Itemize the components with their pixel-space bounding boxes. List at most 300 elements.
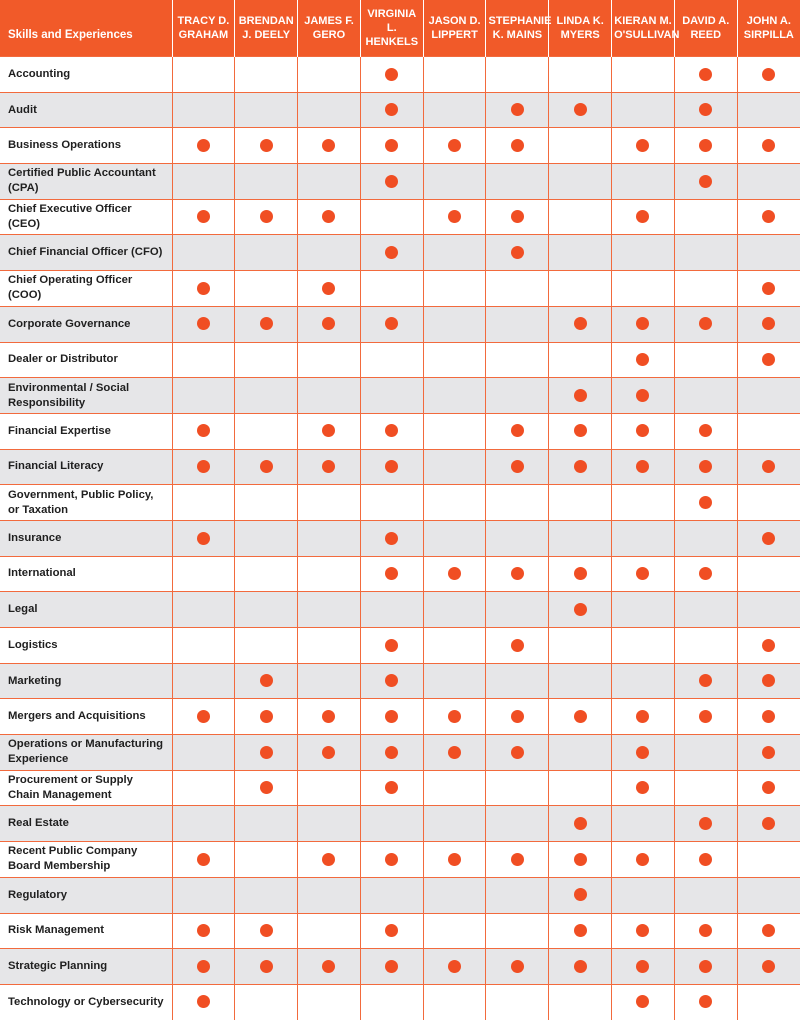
skill-cell (235, 92, 298, 128)
skill-dot-icon (385, 532, 398, 545)
skill-cell (612, 485, 675, 521)
skill-dot-icon (197, 282, 210, 295)
skill-dot-icon (260, 924, 273, 937)
skill-dot-icon (322, 139, 335, 152)
skill-cell (235, 164, 298, 200)
skill-row (0, 842, 800, 878)
skill-dot-icon (197, 460, 210, 473)
skill-dot-icon (511, 710, 524, 723)
skill-cell (737, 806, 800, 842)
skill-dot-icon (260, 210, 273, 223)
skill-cell (298, 520, 361, 556)
skill-cell (549, 984, 612, 1019)
skill-cell (423, 342, 486, 378)
skill-cell (612, 128, 675, 164)
skill-cell (737, 949, 800, 985)
skill-cell (423, 378, 486, 414)
skill-cell (612, 449, 675, 485)
skill-cell (235, 57, 298, 93)
skill-cell (423, 770, 486, 806)
skill-cell (486, 628, 549, 664)
skill-cell (674, 735, 737, 771)
skill-cell (674, 770, 737, 806)
skill-label: Accounting (0, 57, 172, 93)
skill-row (0, 306, 800, 342)
skill-label: Real Estate (0, 806, 172, 842)
skill-dot-icon (762, 746, 775, 759)
skill-cell (360, 735, 423, 771)
skill-cell (549, 699, 612, 735)
skill-cell (172, 57, 235, 93)
skill-label: Insurance (0, 520, 172, 556)
skill-dot-icon (385, 710, 398, 723)
skill-label: Strategic Planning (0, 949, 172, 985)
skill-cell (172, 378, 235, 414)
skill-cell (235, 984, 298, 1019)
skill-cell (235, 806, 298, 842)
skill-cell (423, 92, 486, 128)
skill-cell (235, 413, 298, 449)
director-header: VIRGINIA L. HENKELS (360, 0, 423, 57)
skill-dot-icon (385, 639, 398, 652)
skill-cell (737, 235, 800, 271)
skill-cell (674, 949, 737, 985)
skill-cell (235, 520, 298, 556)
skill-row (0, 913, 800, 949)
skill-cell (360, 699, 423, 735)
skill-cell (612, 592, 675, 628)
skill-dot-icon (448, 210, 461, 223)
skill-cell (549, 770, 612, 806)
director-header: TRACY D. GRAHAM (172, 0, 235, 57)
skill-cell (612, 984, 675, 1019)
skill-cell (674, 199, 737, 235)
skill-dot-icon (699, 817, 712, 830)
skill-cell (549, 735, 612, 771)
skill-cell (360, 592, 423, 628)
skill-dot-icon (699, 674, 712, 687)
skill-row (0, 592, 800, 628)
skill-row (0, 57, 800, 93)
skill-cell (486, 92, 549, 128)
skill-cell (298, 770, 361, 806)
director-header: JAMES F. GERO (298, 0, 361, 57)
skill-cell (298, 877, 361, 913)
skill-cell (172, 735, 235, 771)
skill-cell (549, 520, 612, 556)
skill-cell (612, 413, 675, 449)
skill-cell (549, 164, 612, 200)
skill-dot-icon (574, 103, 587, 116)
skill-cell (360, 378, 423, 414)
skill-label: Recent Public Company Board Membership (0, 842, 172, 878)
skill-cell (172, 877, 235, 913)
skill-dot-icon (322, 424, 335, 437)
skill-row (0, 877, 800, 913)
skill-cell (612, 628, 675, 664)
skill-dot-icon (448, 567, 461, 580)
skill-dot-icon (448, 139, 461, 152)
skill-row (0, 413, 800, 449)
skill-dot-icon (385, 924, 398, 937)
skill-dot-icon (699, 139, 712, 152)
skill-cell (674, 663, 737, 699)
skill-label: Chief Executive Officer (CEO) (0, 199, 172, 235)
skill-label: Environmental / Social Responsibility (0, 378, 172, 414)
skill-dot-icon (636, 317, 649, 330)
skill-cell (172, 271, 235, 307)
skill-cell (298, 378, 361, 414)
skill-cell (674, 57, 737, 93)
skill-dot-icon (636, 853, 649, 866)
skill-dot-icon (385, 103, 398, 116)
skill-cell (549, 57, 612, 93)
skill-dot-icon (699, 710, 712, 723)
skill-cell (423, 271, 486, 307)
skill-cell (486, 913, 549, 949)
skill-dot-icon (385, 317, 398, 330)
skill-cell (737, 913, 800, 949)
skill-cell (674, 520, 737, 556)
skill-cell (486, 306, 549, 342)
skill-dot-icon (699, 496, 712, 509)
skill-cell (612, 378, 675, 414)
skill-cell (235, 378, 298, 414)
skill-dot-icon (385, 460, 398, 473)
skill-cell (486, 770, 549, 806)
skill-dot-icon (699, 175, 712, 188)
skill-cell (674, 913, 737, 949)
skill-dot-icon (762, 210, 775, 223)
skill-cell (737, 520, 800, 556)
skill-cell (298, 984, 361, 1019)
skill-cell (674, 984, 737, 1019)
skill-cell (235, 628, 298, 664)
skill-cell (172, 342, 235, 378)
skill-cell (172, 770, 235, 806)
skill-cell (298, 592, 361, 628)
director-header: STEPHANIE K. MAINS (486, 0, 549, 57)
skill-cell (612, 842, 675, 878)
skill-cell (612, 271, 675, 307)
skill-cell (298, 413, 361, 449)
skill-cell (298, 949, 361, 985)
skill-dot-icon (574, 567, 587, 580)
skill-cell (737, 592, 800, 628)
skill-row (0, 342, 800, 378)
skill-dot-icon (511, 746, 524, 759)
skill-cell (737, 556, 800, 592)
skill-cell (737, 342, 800, 378)
skill-row (0, 806, 800, 842)
skill-dot-icon (636, 924, 649, 937)
skill-cell (298, 663, 361, 699)
skill-dot-icon (197, 139, 210, 152)
skill-dot-icon (260, 460, 273, 473)
skill-dot-icon (385, 567, 398, 580)
skill-cell (172, 949, 235, 985)
skill-cell (549, 806, 612, 842)
skill-cell (235, 306, 298, 342)
skill-cell (674, 449, 737, 485)
skill-label: Risk Management (0, 913, 172, 949)
skill-dot-icon (636, 710, 649, 723)
skill-cell (737, 984, 800, 1019)
skill-label: Regulatory (0, 877, 172, 913)
skill-dot-icon (574, 424, 587, 437)
skill-cell (486, 449, 549, 485)
skill-cell (360, 628, 423, 664)
skill-cell (612, 520, 675, 556)
skill-dot-icon (197, 710, 210, 723)
skill-dot-icon (511, 139, 524, 152)
skill-cell (172, 164, 235, 200)
skill-dot-icon (636, 567, 649, 580)
skill-dot-icon (385, 68, 398, 81)
skill-dot-icon (511, 103, 524, 116)
skill-cell (423, 449, 486, 485)
skill-dot-icon (574, 389, 587, 402)
skill-cell (423, 235, 486, 271)
skill-dot-icon (322, 853, 335, 866)
skill-cell (423, 485, 486, 521)
skill-dot-icon (322, 746, 335, 759)
skill-cell (298, 128, 361, 164)
skill-dot-icon (385, 960, 398, 973)
skill-cell (172, 592, 235, 628)
skill-label: Chief Operating Officer (COO) (0, 271, 172, 307)
skill-cell (486, 235, 549, 271)
skill-cell (674, 92, 737, 128)
skill-dot-icon (197, 210, 210, 223)
skill-cell (674, 592, 737, 628)
skill-dot-icon (511, 567, 524, 580)
skill-row (0, 949, 800, 985)
skill-cell (737, 413, 800, 449)
skill-dot-icon (636, 960, 649, 973)
skill-cell (674, 556, 737, 592)
skill-cell (674, 164, 737, 200)
skill-cell (423, 913, 486, 949)
skill-cell (360, 271, 423, 307)
skill-cell (298, 342, 361, 378)
skill-dot-icon (197, 317, 210, 330)
skill-cell (298, 913, 361, 949)
director-header: LINDA K. MYERS (549, 0, 612, 57)
skill-cell (549, 592, 612, 628)
skill-label: Procurement or Supply Chain Management (0, 770, 172, 806)
skill-cell (235, 235, 298, 271)
skill-row (0, 663, 800, 699)
skill-dot-icon (448, 710, 461, 723)
skill-cell (674, 128, 737, 164)
skill-cell (298, 306, 361, 342)
skill-dot-icon (197, 960, 210, 973)
skill-dot-icon (511, 853, 524, 866)
skill-dot-icon (762, 960, 775, 973)
skill-cell (235, 770, 298, 806)
skill-dot-icon (762, 68, 775, 81)
skill-dot-icon (260, 139, 273, 152)
skill-cell (360, 128, 423, 164)
skill-cell (612, 877, 675, 913)
skill-cell (172, 699, 235, 735)
header-row (0, 0, 800, 57)
skill-dot-icon (574, 710, 587, 723)
skill-row (0, 92, 800, 128)
skill-cell (737, 306, 800, 342)
skill-cell (423, 699, 486, 735)
skill-cell (360, 842, 423, 878)
skill-label: Audit (0, 92, 172, 128)
skill-cell (298, 628, 361, 664)
skill-cell (612, 663, 675, 699)
skill-cell (486, 699, 549, 735)
skill-cell (737, 271, 800, 307)
skill-cell (486, 877, 549, 913)
skill-cell (737, 628, 800, 664)
skill-dot-icon (699, 103, 712, 116)
skill-cell (298, 485, 361, 521)
skill-cell (360, 806, 423, 842)
skill-dot-icon (260, 317, 273, 330)
skill-cell (360, 342, 423, 378)
skill-cell (549, 128, 612, 164)
skill-cell (549, 485, 612, 521)
skill-cell (172, 199, 235, 235)
skill-dot-icon (574, 317, 587, 330)
skill-cell (549, 413, 612, 449)
skill-cell (298, 164, 361, 200)
skill-dot-icon (762, 282, 775, 295)
skill-cell (737, 877, 800, 913)
skill-cell (737, 735, 800, 771)
skill-cell (549, 877, 612, 913)
skill-dot-icon (574, 960, 587, 973)
skill-cell (235, 842, 298, 878)
skill-row (0, 449, 800, 485)
skill-label: Logistics (0, 628, 172, 664)
skill-label: Financial Literacy (0, 449, 172, 485)
skill-cell (486, 949, 549, 985)
skill-dot-icon (762, 532, 775, 545)
skill-dot-icon (260, 746, 273, 759)
skill-cell (486, 413, 549, 449)
skill-cell (360, 913, 423, 949)
skill-cell (549, 342, 612, 378)
skill-dot-icon (448, 746, 461, 759)
skill-cell (612, 306, 675, 342)
skill-dot-icon (699, 424, 712, 437)
skill-dot-icon (762, 460, 775, 473)
skill-dot-icon (762, 817, 775, 830)
skill-cell (235, 128, 298, 164)
skill-dot-icon (197, 924, 210, 937)
skill-cell (674, 842, 737, 878)
skill-label: Legal (0, 592, 172, 628)
skill-cell (612, 913, 675, 949)
skill-cell (737, 378, 800, 414)
skill-dot-icon (636, 139, 649, 152)
skill-cell (423, 199, 486, 235)
director-header: JOHN A. SIRPILLA (737, 0, 800, 57)
skill-cell (298, 92, 361, 128)
skill-cell (737, 199, 800, 235)
skill-dot-icon (322, 282, 335, 295)
skill-dot-icon (636, 389, 649, 402)
skill-dot-icon (762, 317, 775, 330)
skill-dot-icon (385, 139, 398, 152)
skill-cell (612, 806, 675, 842)
skill-cell (423, 306, 486, 342)
skill-cell (360, 413, 423, 449)
skill-cell (360, 164, 423, 200)
skill-dot-icon (574, 853, 587, 866)
skill-dot-icon (511, 960, 524, 973)
skill-label: Corporate Governance (0, 306, 172, 342)
skill-cell (737, 57, 800, 93)
skill-cell (486, 663, 549, 699)
skill-dot-icon (699, 460, 712, 473)
skill-dot-icon (699, 960, 712, 973)
skill-cell (172, 842, 235, 878)
skill-dot-icon (762, 924, 775, 937)
skill-cell (674, 235, 737, 271)
skill-dot-icon (448, 960, 461, 973)
skill-row (0, 984, 800, 1019)
skill-cell (235, 342, 298, 378)
skill-cell (737, 92, 800, 128)
skill-dot-icon (574, 817, 587, 830)
skill-cell (486, 556, 549, 592)
skill-cell (423, 520, 486, 556)
skill-dot-icon (511, 210, 524, 223)
skill-cell (360, 306, 423, 342)
skill-cell (360, 92, 423, 128)
skill-dot-icon (762, 781, 775, 794)
skill-dot-icon (197, 424, 210, 437)
skill-cell (549, 271, 612, 307)
skill-dot-icon (448, 853, 461, 866)
skill-cell (172, 128, 235, 164)
skill-cell (674, 306, 737, 342)
skill-dot-icon (322, 317, 335, 330)
skill-cell (360, 770, 423, 806)
skill-cell (674, 806, 737, 842)
skill-cell (360, 663, 423, 699)
skill-cell (172, 984, 235, 1019)
skill-cell (298, 449, 361, 485)
director-header: KIERAN M. O'SULLIVAN (612, 0, 675, 57)
skill-cell (674, 699, 737, 735)
skill-cell (298, 271, 361, 307)
skill-dot-icon (260, 710, 273, 723)
skill-dot-icon (636, 353, 649, 366)
skill-dot-icon (322, 710, 335, 723)
skill-cell (486, 128, 549, 164)
skill-label: Government, Public Policy, or Taxation (0, 485, 172, 521)
skill-cell (612, 556, 675, 592)
skill-cell (423, 663, 486, 699)
skill-label: International (0, 556, 172, 592)
skill-dot-icon (636, 210, 649, 223)
skill-label: Chief Financial Officer (CFO) (0, 235, 172, 271)
skill-cell (674, 413, 737, 449)
skill-dot-icon (385, 424, 398, 437)
skill-cell (235, 199, 298, 235)
skill-dot-icon (699, 567, 712, 580)
skill-cell (549, 663, 612, 699)
